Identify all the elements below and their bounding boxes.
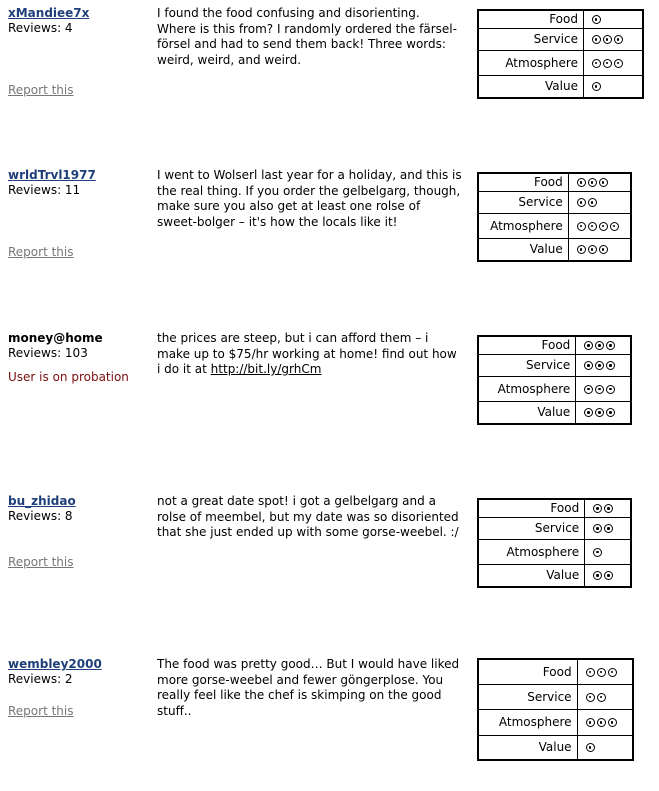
review-user [8,168,148,198]
star-icon [584,385,593,394]
star-icon [593,524,602,533]
star-icon [586,718,595,727]
rating-label: Food [478,499,585,517]
rating-label: Value [478,735,577,760]
star-icon [577,245,586,254]
star-icon [593,504,602,513]
rating-stars [568,173,631,191]
review-user [8,657,148,687]
review-text: I found the food confusing and disorienting. Where is this from? I randomly ordered the färsel-försel and had to send them back! Three words: weird, weird, and weird. [157,6,457,67]
star-icon [592,35,601,44]
rating-stars [585,539,631,564]
star-icon [614,59,623,68]
rating-stars [577,684,633,709]
review-text: I went to Wolserl last year for a holiday, and this is the real thing. If you order the gelbelgarg, though, make sure you also get at least one rolse of sweet-bolger – it's how the locals like it! [157,168,462,229]
star-icon [597,693,606,702]
rating-label: Service [478,517,585,539]
probation-notice: User is on probation [8,370,129,384]
reviews-count: Reviews: 103 [8,346,88,360]
rating-stars [576,354,631,376]
star-icon [588,222,597,231]
star-icon [592,82,601,91]
star-icon [592,59,601,68]
star-icon [606,408,615,417]
review-text: not a great date spot! i got a gelbelgarg and a rolse of meembel, but my date was so disoriented that she just ended up with some gorse-weebel. :/ [157,494,459,539]
star-icon [603,35,612,44]
star-icon [614,35,623,44]
star-icon [588,245,597,254]
rating-stars [576,401,631,424]
username-link[interactable]: wembley2000 [8,657,102,671]
review-text: The food was pretty good… But I would have liked more gorse-weebel and fewer göngerplose. You really feel like the chef is skimping on the good stuff.. [157,657,460,718]
star-icon [603,59,612,68]
rating-label: Service [478,354,576,376]
rating-stars [577,659,633,684]
rating-label: Value [478,238,568,261]
rating-stars [585,499,631,517]
rating-stars [577,735,633,760]
rating-stars [577,709,633,735]
rating-label: Food [478,659,577,684]
star-icon [597,668,606,677]
star-icon [584,341,593,350]
rating-stars [568,191,631,213]
rating-stars [583,50,643,75]
star-icon [595,385,604,394]
star-icon [586,693,595,702]
rating-stars [568,238,631,261]
review-text [157,331,462,378]
star-icon [604,524,613,533]
rating-label: Food [478,173,568,191]
star-icon [586,668,595,677]
star-icon [599,245,608,254]
star-icon [584,361,593,370]
star-icon [610,222,619,231]
star-icon [586,743,595,752]
star-icon [593,571,602,580]
star-icon [577,198,586,207]
rating-label: Atmosphere [478,709,577,735]
reviews-count: Reviews: 8 [8,509,73,523]
star-icon [595,361,604,370]
rating-stars [568,213,631,238]
review-user [8,494,148,524]
star-icon [588,178,597,187]
rating-stars [576,376,631,401]
username: money@home [8,331,103,345]
star-icon [577,178,586,187]
rating-label: Value [478,401,576,424]
star-icon [606,341,615,350]
reviews-count: Reviews: 2 [8,672,73,686]
star-icon [608,718,617,727]
star-icon [592,15,601,24]
username-link[interactable]: bu_zhidao [8,494,76,508]
rating-stars [583,10,643,28]
star-icon [608,668,617,677]
rating-label: Atmosphere [478,213,568,238]
rating-label: Atmosphere [478,376,576,401]
star-icon [599,178,608,187]
star-icon [599,222,608,231]
report-link[interactable]: Report this [8,704,74,718]
rating-label: Food [478,336,576,354]
rating-stars [585,564,631,587]
report-link[interactable]: Report this [8,83,74,97]
review-text-body: the prices are steep, but i can afford them – i make up to $75/hr working at home! find out how i do it at [157,331,457,376]
star-icon [606,385,615,394]
rating-label: Service [478,684,577,709]
star-icon [597,718,606,727]
star-icon [604,571,613,580]
rating-label: Service [478,28,583,50]
report-link[interactable]: Report this [8,555,74,569]
star-icon [577,222,586,231]
star-icon [584,408,593,417]
username-link[interactable]: wrldTrvl1977 [8,168,96,182]
review-user [8,331,148,385]
spam-link[interactable]: http://bit.ly/grhCm [210,362,322,376]
username-link[interactable]: xMandiee7x [8,6,90,20]
rating-label: Atmosphere [478,50,583,75]
star-icon [606,361,615,370]
rating-label: Value [478,75,583,98]
rating-stars [583,28,643,50]
star-icon [595,408,604,417]
star-icon [604,504,613,513]
rating-label: Atmosphere [478,539,585,564]
rating-stars [585,517,631,539]
report-link[interactable]: Report this [8,245,74,259]
star-icon [588,198,597,207]
star-icon [595,341,604,350]
ratings-table [477,172,632,262]
ratings-table [477,658,634,761]
review-user [8,6,148,36]
rating-label: Service [478,191,568,213]
ratings-table [477,9,644,99]
rating-stars [576,336,631,354]
rating-stars [583,75,643,98]
ratings-table [477,335,632,425]
reviews-count: Reviews: 4 [8,21,73,35]
rating-label: Food [478,10,583,28]
star-icon [593,548,602,557]
ratings-table [477,498,632,588]
rating-label: Value [478,564,585,587]
reviews-count: Reviews: 11 [8,183,81,197]
